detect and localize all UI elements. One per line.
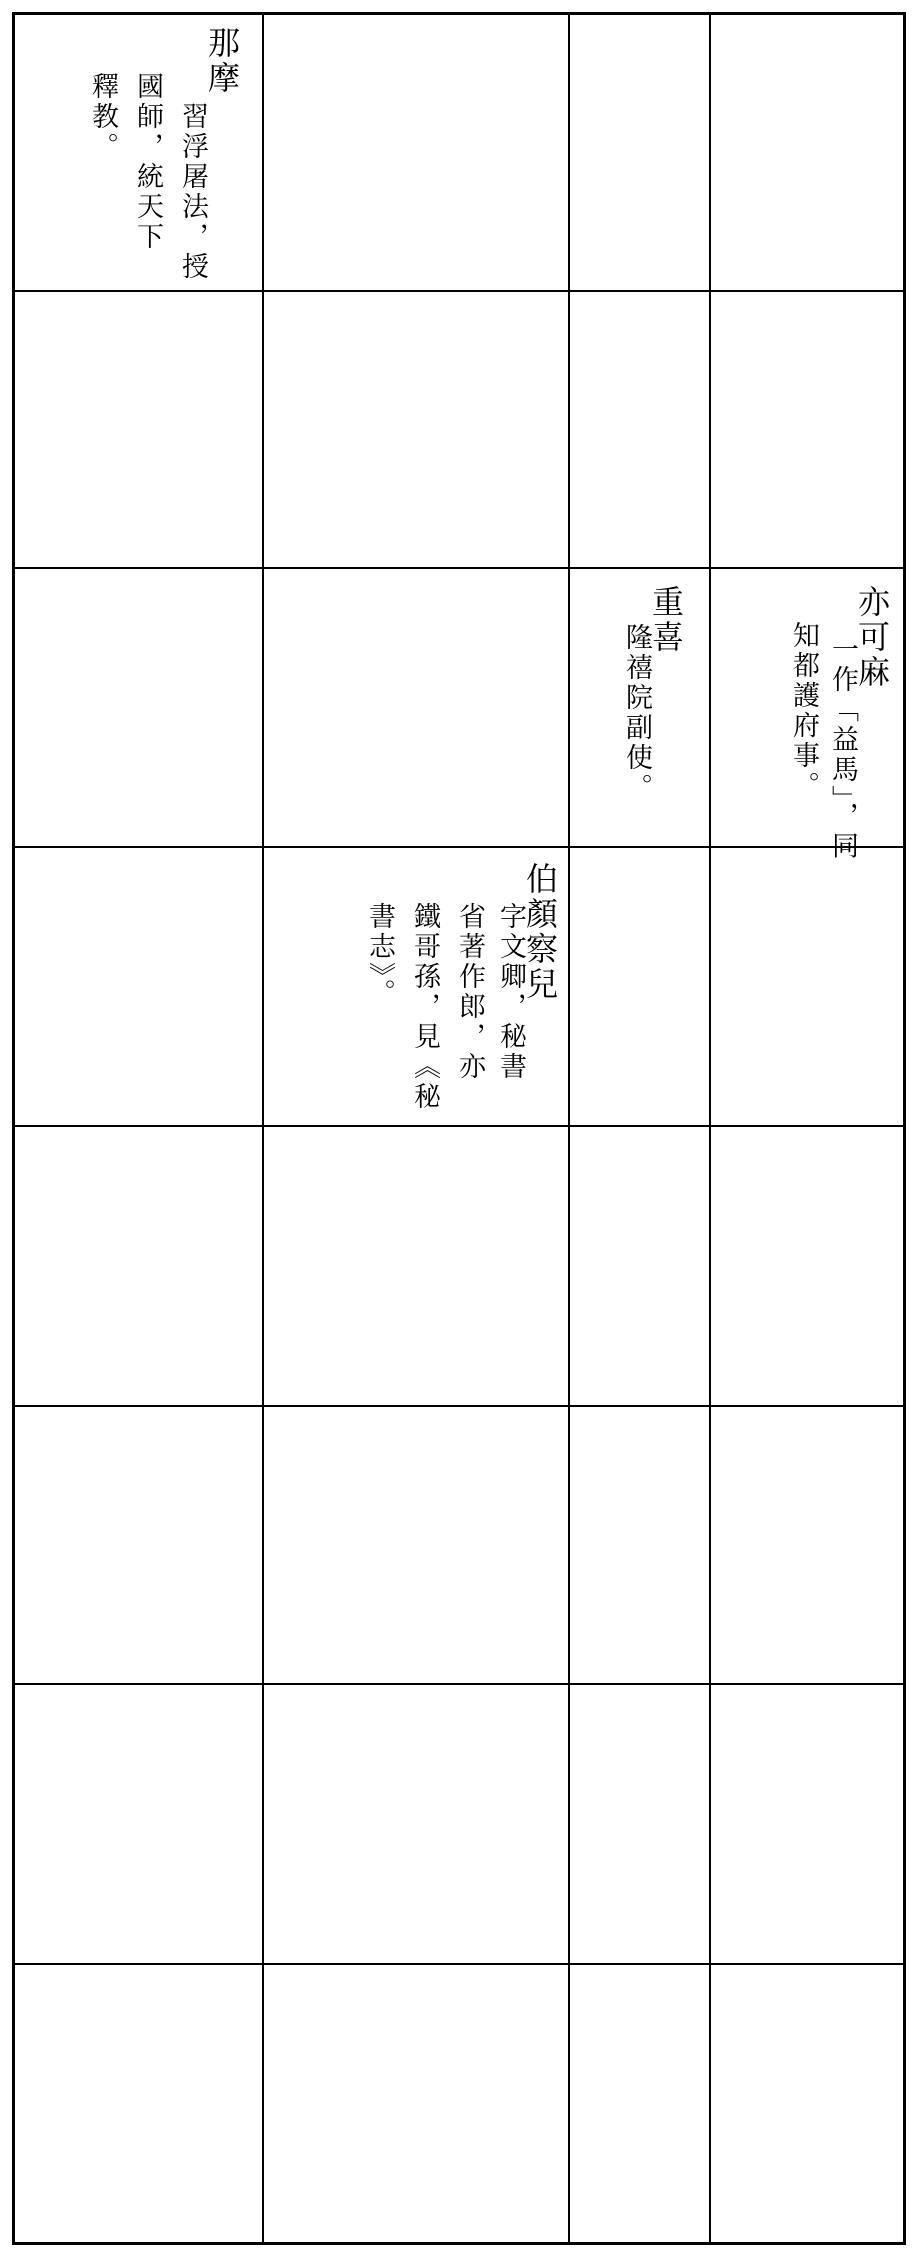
row-divider	[12, 567, 906, 569]
entry-note-column: 鐵哥孫，見《秘	[409, 902, 440, 1112]
border-bottom	[12, 2242, 906, 2245]
border-left	[12, 12, 15, 2245]
border-right	[903, 12, 906, 2245]
row-divider	[12, 1125, 906, 1127]
entry-name: 亦可麻	[853, 585, 891, 690]
row-divider	[12, 1963, 906, 1965]
entry-note-column: 書志》。	[364, 902, 395, 1009]
row-divider	[12, 1683, 906, 1685]
entry-name: 伯顏察兒	[521, 862, 559, 1002]
entry-note-column: 一作「益馬」，同	[827, 635, 858, 862]
column-divider	[262, 12, 264, 2245]
entry-note-column: 習浮屠法，授	[177, 72, 208, 282]
entry-name: 重喜	[647, 585, 685, 655]
row-divider	[12, 290, 906, 292]
entry-namo	[71, 26, 241, 282]
entry-note-column: 字文卿，秘書	[495, 902, 526, 1082]
entry-note-column: 國師，統天下	[132, 72, 163, 252]
entry-note-column: 省著作郎，亦	[454, 902, 485, 1082]
column-divider	[568, 12, 570, 2245]
row-divider	[12, 1405, 906, 1407]
entry-note-column: 釋教。	[87, 72, 118, 162]
entry-yikema	[776, 585, 891, 862]
entry-note-column: 知都護府事。	[788, 621, 819, 801]
entry-boyanchaer	[348, 862, 559, 1112]
entry-name: 那摩	[203, 26, 241, 96]
entry-zhongxi	[609, 585, 685, 803]
entry-note-column: 隆禧院副使。	[621, 623, 652, 803]
column-divider	[709, 12, 711, 2245]
border-top	[12, 12, 906, 15]
row-divider	[12, 846, 906, 848]
